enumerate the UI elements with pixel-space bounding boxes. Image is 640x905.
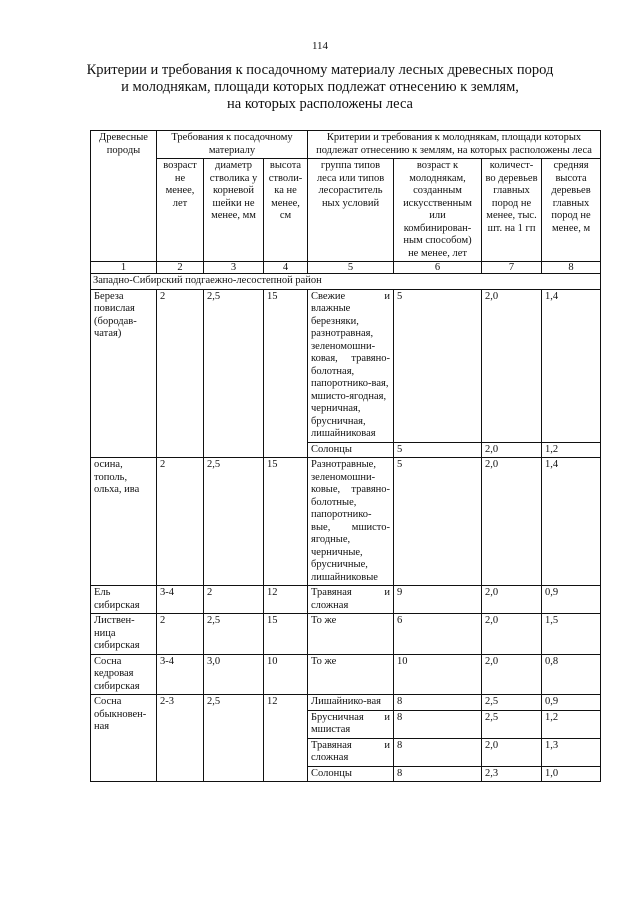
young-age-cell: 8 <box>394 710 482 738</box>
table-row <box>91 654 601 695</box>
diameter-cell: 2,5 <box>204 695 264 782</box>
header-subrow <box>91 159 601 262</box>
table-row <box>91 458 601 586</box>
forest-type-cell: Солонцы <box>308 442 394 458</box>
column-number: 1 <box>91 262 157 274</box>
table-row <box>91 289 601 442</box>
forest-type-cell: Травяная и сложная <box>308 738 394 766</box>
height-cell: 12 <box>264 695 308 782</box>
young-age-cell: 5 <box>394 458 482 586</box>
forest-type-cell: Разнотравные, зеленомошни-ковые, травяно-болотные, папоротнико-вые, мшисто-ягодные, черничные, брусничные, лишайниковые <box>308 458 394 586</box>
young-age-cell: 5 <box>394 289 482 442</box>
species-cell: Береза повислая (бородав-чатая) <box>91 289 157 458</box>
tree-count-cell: 2,0 <box>482 614 542 655</box>
age-cell: 3-4 <box>157 654 204 695</box>
avg-height-cell: 1,2 <box>542 710 601 738</box>
column-number: 6 <box>394 262 482 274</box>
height-cell: 15 <box>264 614 308 655</box>
age-cell: 2 <box>157 458 204 586</box>
header-height: высота стволи-ка не менее, см <box>264 159 308 262</box>
forest-type-cell: Травяная и сложная <box>308 586 394 614</box>
title-line: и молоднякам, площади которых подлежат отнесению к землям, <box>121 79 519 95</box>
page-number: 114 <box>311 40 329 52</box>
tree-count-cell: 2,3 <box>482 766 542 782</box>
header-age: возраст не менее, лет <box>157 159 204 262</box>
age-cell: 2 <box>157 614 204 655</box>
young-age-cell: 9 <box>394 586 482 614</box>
column-number: 7 <box>482 262 542 274</box>
avg-height-cell: 1,5 <box>542 614 601 655</box>
table-row <box>91 586 601 614</box>
forest-type-cell: То же <box>308 654 394 695</box>
page-title <box>60 62 580 113</box>
height-cell: 12 <box>264 586 308 614</box>
avg-height-cell: 1,2 <box>542 442 601 458</box>
column-number: 2 <box>157 262 204 274</box>
column-number-row <box>91 262 601 274</box>
table-row <box>91 695 601 711</box>
criteria-table <box>90 130 601 782</box>
diameter-cell: 3,0 <box>204 654 264 695</box>
column-number: 3 <box>204 262 264 274</box>
species-cell: Листвен-ница сибирская <box>91 614 157 655</box>
header-tree-count: количест-во деревьев главных пород не менее, тыс. шт. на 1 гп <box>482 159 542 262</box>
column-number: 8 <box>542 262 601 274</box>
young-age-cell: 8 <box>394 695 482 711</box>
diameter-cell: 2,5 <box>204 458 264 586</box>
diameter-cell: 2,5 <box>204 614 264 655</box>
young-age-cell: 8 <box>394 766 482 782</box>
height-cell: 15 <box>264 289 308 458</box>
species-cell: осина, тополь, ольха, ива <box>91 458 157 586</box>
avg-height-cell: 1,3 <box>542 738 601 766</box>
tree-count-cell: 2,0 <box>482 442 542 458</box>
age-cell: 2 <box>157 289 204 458</box>
header-forest-type: группа типов леса или типов лесораститель ных условий <box>308 159 394 262</box>
header-planting-material: Требования к посадочному материалу <box>157 131 308 159</box>
species-cell: Ель сибирская <box>91 586 157 614</box>
avg-height-cell: 0,8 <box>542 654 601 695</box>
young-age-cell: 5 <box>394 442 482 458</box>
tree-count-cell: 2,0 <box>482 289 542 442</box>
forest-type-cell: Лишайнико-вая <box>308 695 394 711</box>
avg-height-cell: 0,9 <box>542 695 601 711</box>
young-age-cell: 10 <box>394 654 482 695</box>
young-age-cell: 6 <box>394 614 482 655</box>
forest-type-cell: То же <box>308 614 394 655</box>
age-cell: 2-3 <box>157 695 204 782</box>
tree-count-cell: 2,0 <box>482 738 542 766</box>
header-diameter: диаметр стволика у корневой шейки не менее, мм <box>204 159 264 262</box>
region-row <box>91 274 601 290</box>
tree-count-cell: 2,0 <box>482 654 542 695</box>
header-avg-height: средняя высота деревьев главных пород не менее, м <box>542 159 601 262</box>
header-row <box>91 131 601 159</box>
avg-height-cell: 1,4 <box>542 458 601 586</box>
tree-count-cell: 2,5 <box>482 695 542 711</box>
column-number: 4 <box>264 262 308 274</box>
header-species: Древесные породы <box>91 131 157 262</box>
species-cell: Сосна обыкновен-ная <box>91 695 157 782</box>
table-row <box>91 614 601 655</box>
diameter-cell: 2 <box>204 586 264 614</box>
avg-height-cell: 1,4 <box>542 289 601 442</box>
avg-height-cell: 0,9 <box>542 586 601 614</box>
avg-height-cell: 1,0 <box>542 766 601 782</box>
header-young-age: возраст к молоднякам, созданным искусственным или комбинирован-ным способом) не менее, лет <box>394 159 482 262</box>
forest-type-cell: Солонцы <box>308 766 394 782</box>
region-title: Западно-Сибирский подгаежно-лесостепной район <box>91 274 601 290</box>
column-number: 5 <box>308 262 394 274</box>
tree-count-cell: 2,0 <box>482 458 542 586</box>
height-cell: 15 <box>264 458 308 586</box>
header-young-stands: Критерии и требования к молоднякам, площади которых подлежат отнесению к землям, на которых расположены леса <box>308 131 601 159</box>
title-line: Критерии и требования к посадочному материалу лесных древесных пород <box>86 62 554 78</box>
species-cell: Сосна кедровая сибирская <box>91 654 157 695</box>
age-cell: 3-4 <box>157 586 204 614</box>
height-cell: 10 <box>264 654 308 695</box>
young-age-cell: 8 <box>394 738 482 766</box>
forest-type-cell: Брусничная и мшистая <box>308 710 394 738</box>
title-line: на которых расположены леса <box>227 96 413 112</box>
tree-count-cell: 2,0 <box>482 586 542 614</box>
diameter-cell: 2,5 <box>204 289 264 458</box>
forest-type-cell: Свежие и влажные березняки, разнотравная, зеленомошни-ковая, травяно-болотная, папоротнико-вая, мшисто-ягодная, черничная, брусничная, лишайниковая <box>308 289 394 442</box>
tree-count-cell: 2,5 <box>482 710 542 738</box>
